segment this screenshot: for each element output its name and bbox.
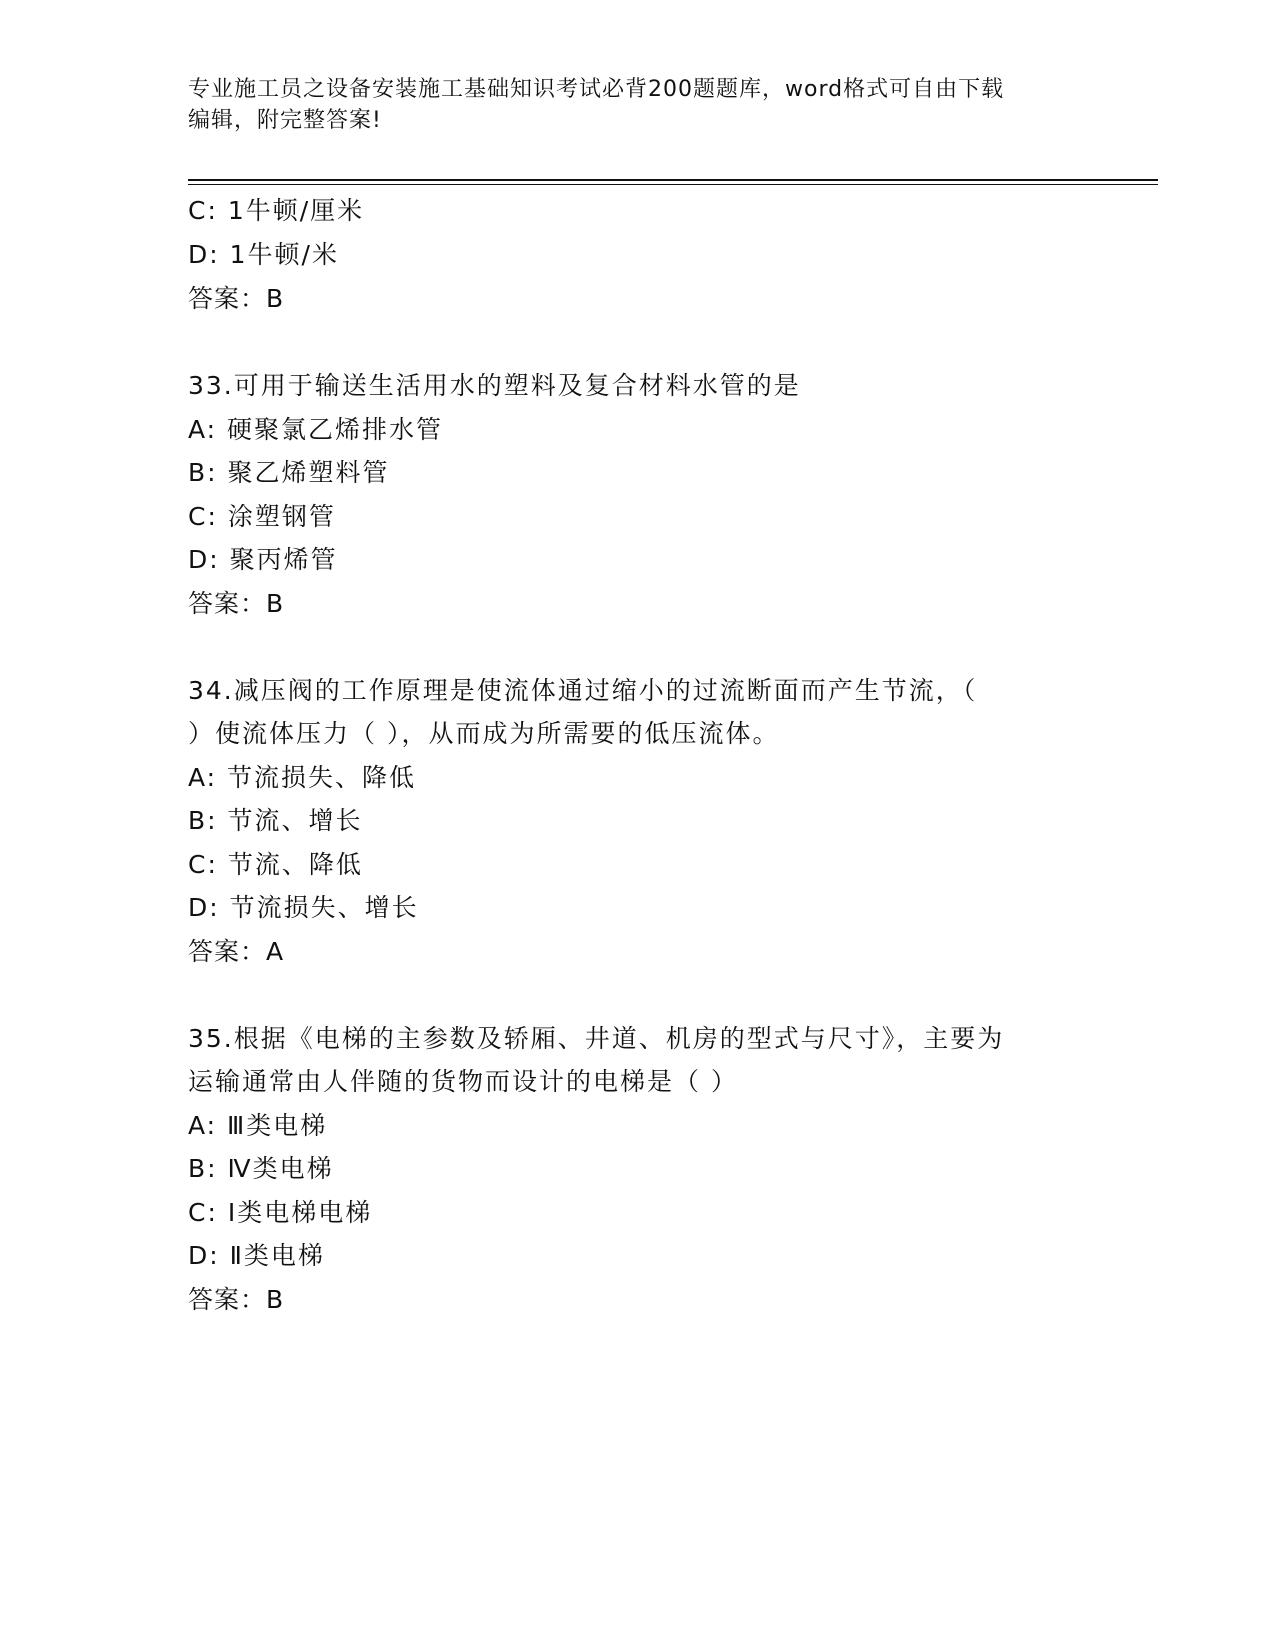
header-divider-thick [188, 179, 1158, 181]
q34-answer: 答案：A [188, 937, 285, 966]
q33-answer: 答案：B [188, 589, 285, 618]
header-line-1: 专业施工员之设备安装施工基础知识考试必背200题题库，word格式可自由下载 [188, 77, 1005, 102]
q35-option-b: B: Ⅳ类电梯 [188, 1154, 334, 1183]
q35-answer: 答案：B [188, 1285, 285, 1314]
q34-option-a: A: 节流损失、降低 [188, 763, 417, 792]
q35-option-a: A: Ⅲ类电梯 [188, 1111, 328, 1140]
header-divider-thin [188, 184, 1158, 185]
document-header [188, 74, 1088, 136]
q33-option-b: B: 聚乙烯塑料管 [188, 458, 390, 487]
q34-question-line-1: 34.减压阀的工作原理是使流体通过缩小的过流断面而产生节流，（ [188, 676, 978, 705]
q33-question: 33.可用于输送生活用水的塑料及复合材料水管的是 [188, 371, 801, 400]
q34-option-c: C: 节流、降低 [188, 850, 363, 879]
q34-option-d: D: 节流损失、增长 [188, 893, 419, 922]
q35-question-line-1: 35.根据《电梯的主参数及轿厢、井道、机房的型式与尺寸》，主要为 [188, 1024, 1005, 1053]
q35-option-d: D: Ⅱ类电梯 [188, 1241, 325, 1270]
q34-option-b: B: 节流、增长 [188, 806, 363, 835]
q35-option-c: C: Ⅰ类电梯电梯 [188, 1198, 373, 1227]
q33-option-d: D: 聚丙烯管 [188, 545, 338, 574]
q33-option-c: C: 涂塑钢管 [188, 502, 336, 531]
prev-option-c: C: 1牛顿/厘米 [188, 196, 365, 225]
q33-option-a: A: 硬聚氯乙烯排水管 [188, 415, 444, 444]
prev-option-d: D: 1牛顿/米 [188, 240, 339, 269]
header-line-2: 编辑，附完整答案! [188, 108, 382, 133]
prev-answer: 答案：B [188, 284, 285, 313]
q34-question-line-2: ）使流体压力（ ），从而成为所需要的低压流体。 [188, 719, 780, 748]
q35-question-line-2: 运输通常由人伴随的货物而设计的电梯是（ ） [188, 1067, 738, 1096]
